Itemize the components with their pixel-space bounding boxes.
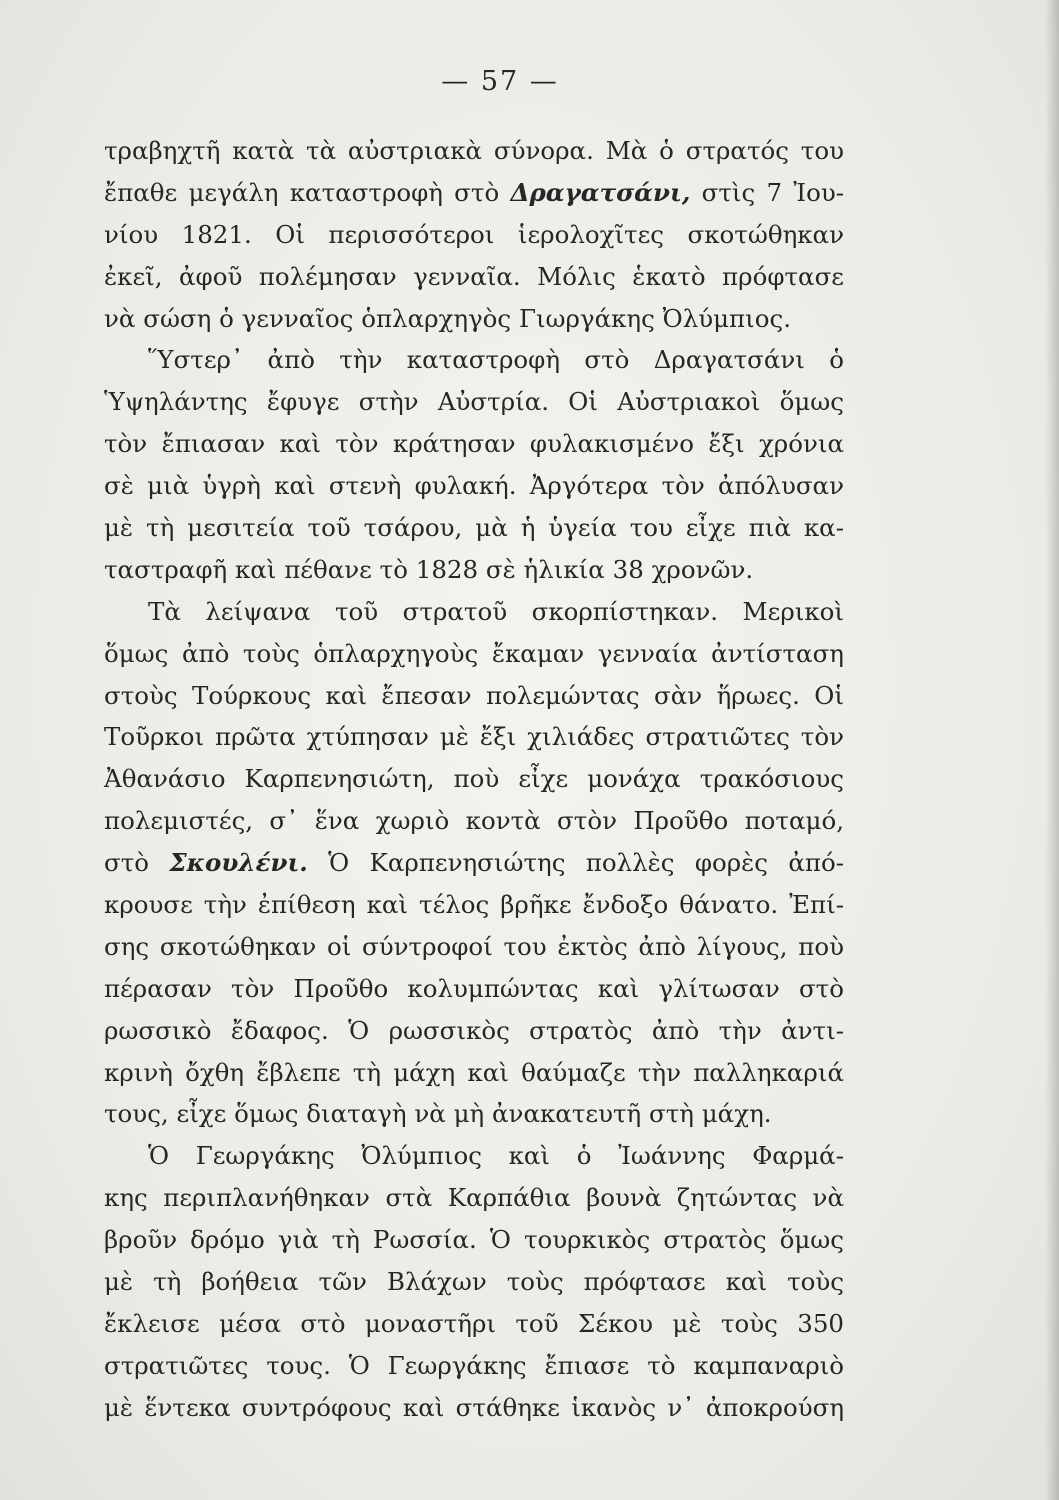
text-line: Ὁ Γεωργάκης Ὀλύμπιος καὶ ὁ Ἰωάννης Φαρμά- bbox=[148, 1141, 844, 1171]
text-line: Ὑψηλάντης ἔφυγε στὴν Αὐστρία. Οἱ Αὐστριακοὶ ὅμως bbox=[104, 387, 844, 417]
place-name: Δραγατσάνι, bbox=[510, 177, 691, 207]
place-name: Σκουλένι. bbox=[169, 848, 308, 878]
text-segment: Ὁ Καρπενησιώτης πολλὲς φορὲς ἀπό- bbox=[307, 848, 844, 878]
text-line: πολεμιστές, σ᾽ ἕνα χωριὸ κοντὰ στὸν Προῦθο ποταμό, bbox=[104, 806, 844, 836]
text-line: ἐκεῖ, ἀφοῦ πολέμησαν γενναῖα. Μόλις ἑκατὸ πρόφτασε bbox=[104, 261, 844, 291]
text-line: ταστραφῆ καὶ πέθανε τὸ 1828 σὲ ἡλικία 38 χρονῶν. bbox=[104, 554, 754, 584]
text-line: νὰ σώση ὁ γενναῖος ὁπλαρχηγὸς Γιωργάκης Ὀλύμπιος. bbox=[104, 303, 792, 333]
text-line: Ὕστερ᾽ ἀπὸ τὴν καταστροφὴ στὸ Δραγατσάνι ὁ bbox=[148, 345, 844, 375]
text-line: πέρασαν τὸν Προῦθο κολυμπώντας καὶ γλίτωσαν στὸ bbox=[104, 973, 844, 1003]
text-line: μὲ ἕντεκα συντρόφους καὶ στάθηκε ἱκανὸς ν᾽ ἀποκρούση bbox=[104, 1392, 844, 1422]
text-segment: ἔπαθε μεγάλη καταστροφὴ στὸ bbox=[104, 177, 511, 207]
text-line: κρινὴ ὄχθη ἔβλεπε τὴ μάχη καὶ θαύμαζε τὴν παλληκαριά bbox=[104, 1057, 844, 1087]
text-line: στοὺς Τούρκους καὶ ἔπεσαν πολεμώντας σὰν ἥρωες. Οἱ bbox=[104, 680, 844, 710]
text-line: Τοῦρκοι πρῶτα χτύπησαν μὲ ἔξι χιλιάδες στρατιῶτες τὸν bbox=[104, 722, 844, 752]
text-line: ἔκλεισε μέσα στὸ μοναστῆρι τοῦ Σέκου μὲ τοὺς 350 bbox=[104, 1308, 844, 1338]
text-line: κρουσε τὴν ἐπίθεση καὶ τέλος βρῆκε ἔνδοξο θάνατο. Ἐπί- bbox=[104, 890, 844, 920]
text-line: τὸν ἔπιασαν καὶ τὸν κράτησαν φυλακισμένο ἔξι χρόνια bbox=[104, 429, 844, 459]
text-line: τραβηχτῆ κατὰ τὰ αὐστριακὰ σύνορα. Μὰ ὁ στρατός του bbox=[104, 136, 844, 165]
text-line: νίου 1821. Οἱ περισσότεροι ἱερολοχῖτες σκοτώθηκαν bbox=[104, 219, 844, 249]
text-line: τους, εἶχε ὅμως διαταγὴ νὰ μὴ ἀνακατευτῆ στὴ μάχη. bbox=[104, 1099, 772, 1129]
text-line: Ἀθανάσιο Καρπενησιώτη, ποὺ εἶχε μονάχα τρακόσιους bbox=[104, 764, 844, 794]
text-line: κης περιπλανήθηκαν στὰ Καρπάθια βουνὰ ζητώντας νὰ bbox=[104, 1183, 844, 1213]
text-line: ρωσσικὸ ἔδαφος. Ὁ ρωσσικὸς στρατὸς ἀπὸ τὴν ἀντι- bbox=[104, 1015, 844, 1045]
text-line: στρατιῶτες τους. Ὁ Γεωργάκης ἔπιασε τὸ καμπαναριὸ bbox=[104, 1350, 844, 1380]
text-segment: στὸ bbox=[104, 848, 170, 878]
text-line: μὲ τὴ βοήθεια τῶν Βλάχων τοὺς πρόφτασε καὶ τοὺς bbox=[104, 1267, 844, 1297]
text-line: σὲ μιὰ ὑγρὴ καὶ στενὴ φυλακή. Ἀργότερα τὸν ἀπόλυσαν bbox=[104, 471, 844, 501]
text-line bbox=[104, 842, 844, 884]
page-number: — 57 — bbox=[441, 66, 559, 97]
text-line: σης σκοτώθηκαν οἱ σύντροφοί του ἐκτὸς ἀπὸ λίγους, ποὺ bbox=[104, 931, 844, 961]
text-line: ὅμως ἀπὸ τοὺς ὁπλαρχηγοὺς ἔκαμαν γενναία ἀντίσταση bbox=[104, 638, 844, 668]
text-line: βροῦν δρόμο γιὰ τὴ Ρωσσία. Ὁ τουρκικὸς στρατὸς ὅμως bbox=[104, 1225, 844, 1255]
page-edge-shadow bbox=[1045, 0, 1059, 1500]
text-line bbox=[104, 172, 844, 214]
text-line: Τὰ λείψανα τοῦ στρατοῦ σκορπίστηκαν. Μερικοὶ bbox=[148, 596, 844, 626]
text-line: μὲ τὴ μεσιτεία τοῦ τσάρου, μὰ ἡ ὑγεία του εἶχε πιὰ κα- bbox=[104, 513, 844, 543]
text-segment: στὶς 7 Ἰου- bbox=[690, 177, 844, 207]
body-text bbox=[104, 130, 844, 1429]
